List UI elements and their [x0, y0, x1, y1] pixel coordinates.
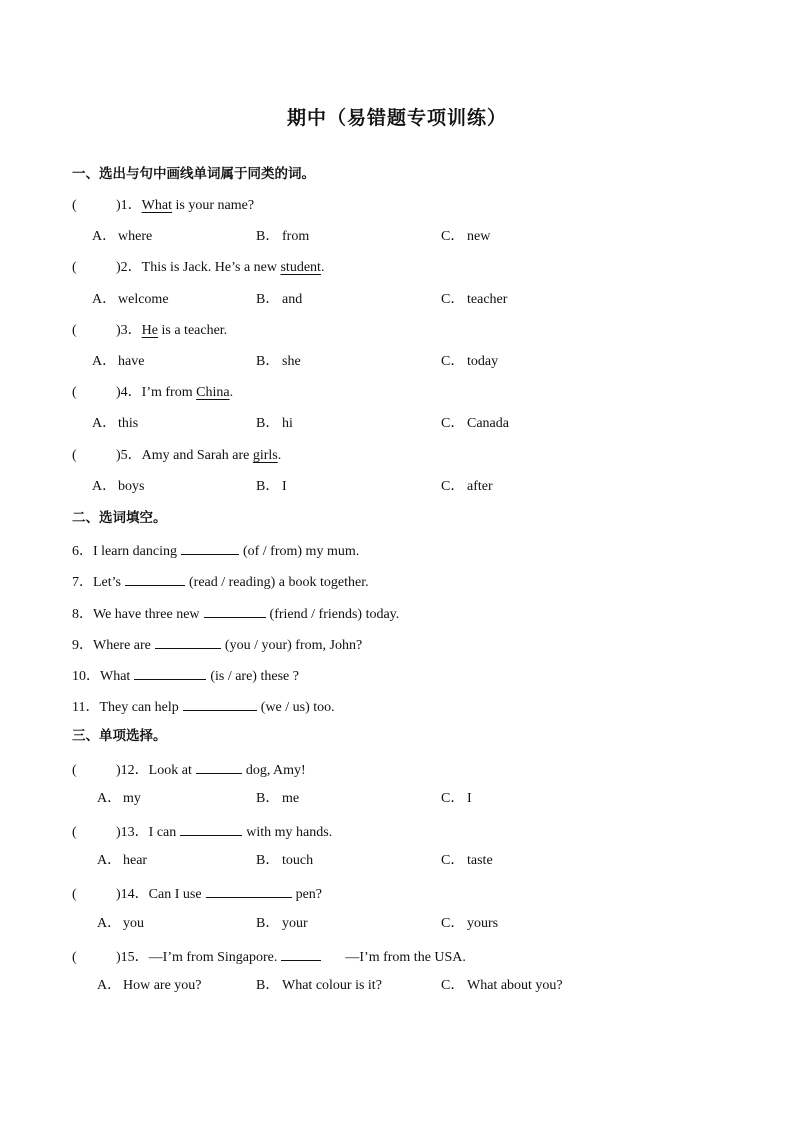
page-title: 期中（易错题专项训练） — [286, 107, 507, 129]
answer-bracket[interactable]: ( — [72, 887, 77, 902]
fill-item-11: 11．They can help (we / us) too. — [72, 695, 335, 718]
answer-bracket[interactable]: ( — [72, 950, 77, 965]
answer-bracket[interactable]: ( — [72, 260, 77, 275]
option-a[interactable]: A． where — [92, 229, 153, 244]
blank-input[interactable] — [204, 602, 266, 618]
answer-bracket[interactable]: ( — [72, 825, 77, 840]
answer-bracket[interactable]: ( — [72, 448, 77, 463]
answer-bracket[interactable]: ( — [72, 385, 77, 400]
option-a[interactable]: A． hear — [97, 853, 148, 868]
option-b[interactable]: B． hi — [256, 416, 293, 431]
option-c[interactable]: C． after — [441, 479, 493, 494]
option-c[interactable]: C． taste — [441, 853, 493, 868]
question-2: ( )2．This is Jack. He’s a new student. — [72, 258, 324, 278]
underlined-word: What — [141, 198, 172, 213]
fill-item-6: 6．I learn dancing (of / from) my mum. — [72, 539, 359, 562]
blank-input[interactable] — [196, 758, 242, 774]
answer-bracket[interactable]: ( — [72, 763, 77, 778]
underlined-word: China — [196, 385, 230, 400]
fill-item-8: 8．We have three new (friend / friends) today. — [72, 602, 399, 625]
fill-item-7: 7．Let’s (read / reading) a book together. — [72, 570, 369, 593]
option-c[interactable]: C． new — [441, 229, 491, 244]
question-1: ( )1．What is your name? — [72, 196, 254, 216]
option-c[interactable]: C． I — [441, 791, 472, 806]
option-c[interactable]: C． yours — [441, 916, 499, 931]
option-a[interactable]: A． have — [92, 354, 145, 369]
answer-bracket[interactable]: ( — [72, 198, 77, 213]
option-b[interactable]: B． from — [256, 229, 310, 244]
option-b[interactable]: B． I — [256, 479, 287, 494]
option-b[interactable]: B． me — [256, 791, 300, 806]
option-b[interactable]: B． and — [256, 292, 303, 307]
blank-input[interactable] — [155, 633, 221, 649]
fill-item-9: 9．Where are (you / your) from, John? — [72, 633, 362, 656]
blank-input[interactable] — [134, 664, 206, 680]
underlined-word: He — [141, 323, 158, 338]
question-3: ( )3．He is a teacher. — [72, 321, 227, 341]
option-c[interactable]: C． teacher — [441, 292, 508, 307]
underlined-word: girls — [252, 448, 278, 463]
option-a[interactable]: A． my — [97, 791, 141, 806]
option-b[interactable]: B． she — [256, 354, 301, 369]
section-1-heading: 一、选出与句中画线单词属于同类的词。 — [72, 166, 315, 182]
question-5: ( )5．Amy and Sarah are girls. — [72, 446, 281, 466]
fill-item-10: 10．What (is / are) these ? — [72, 664, 299, 687]
option-c[interactable]: C． What about you? — [441, 978, 563, 993]
blank-input[interactable] — [180, 820, 242, 836]
blank-input[interactable] — [281, 945, 321, 961]
option-b[interactable]: B． touch — [256, 853, 314, 868]
blank-input[interactable] — [206, 882, 292, 898]
question-15: ( )15．—I’m from Singapore. —I’m from the USA. — [72, 945, 466, 968]
section-2-heading: 二、选词填空。 — [72, 510, 167, 526]
option-c[interactable]: C． Canada — [441, 416, 509, 431]
option-a[interactable]: A． How are you? — [97, 978, 202, 993]
blank-input[interactable] — [183, 695, 257, 711]
option-a[interactable]: A． welcome — [92, 292, 169, 307]
answer-bracket[interactable]: ( — [72, 323, 77, 338]
question-12: ( )12．Look at dog, Amy! — [72, 758, 306, 781]
option-b[interactable]: B． your — [256, 916, 308, 931]
option-c[interactable]: C． today — [441, 354, 499, 369]
option-b[interactable]: B． What colour is it? — [256, 978, 382, 993]
question-4: ( )4．I’m from China. — [72, 383, 233, 403]
option-a[interactable]: A． boys — [92, 479, 145, 494]
question-13: ( )13．I can with my hands. — [72, 820, 332, 843]
question-14: ( )14．Can I use pen? — [72, 882, 322, 905]
blank-input[interactable] — [125, 570, 185, 586]
section-3-heading: 三、单项选择。 — [72, 728, 167, 744]
blank-input[interactable] — [181, 539, 239, 555]
option-a[interactable]: A． you — [97, 916, 144, 931]
option-a[interactable]: A． this — [92, 416, 139, 431]
underlined-word: student — [280, 260, 321, 275]
